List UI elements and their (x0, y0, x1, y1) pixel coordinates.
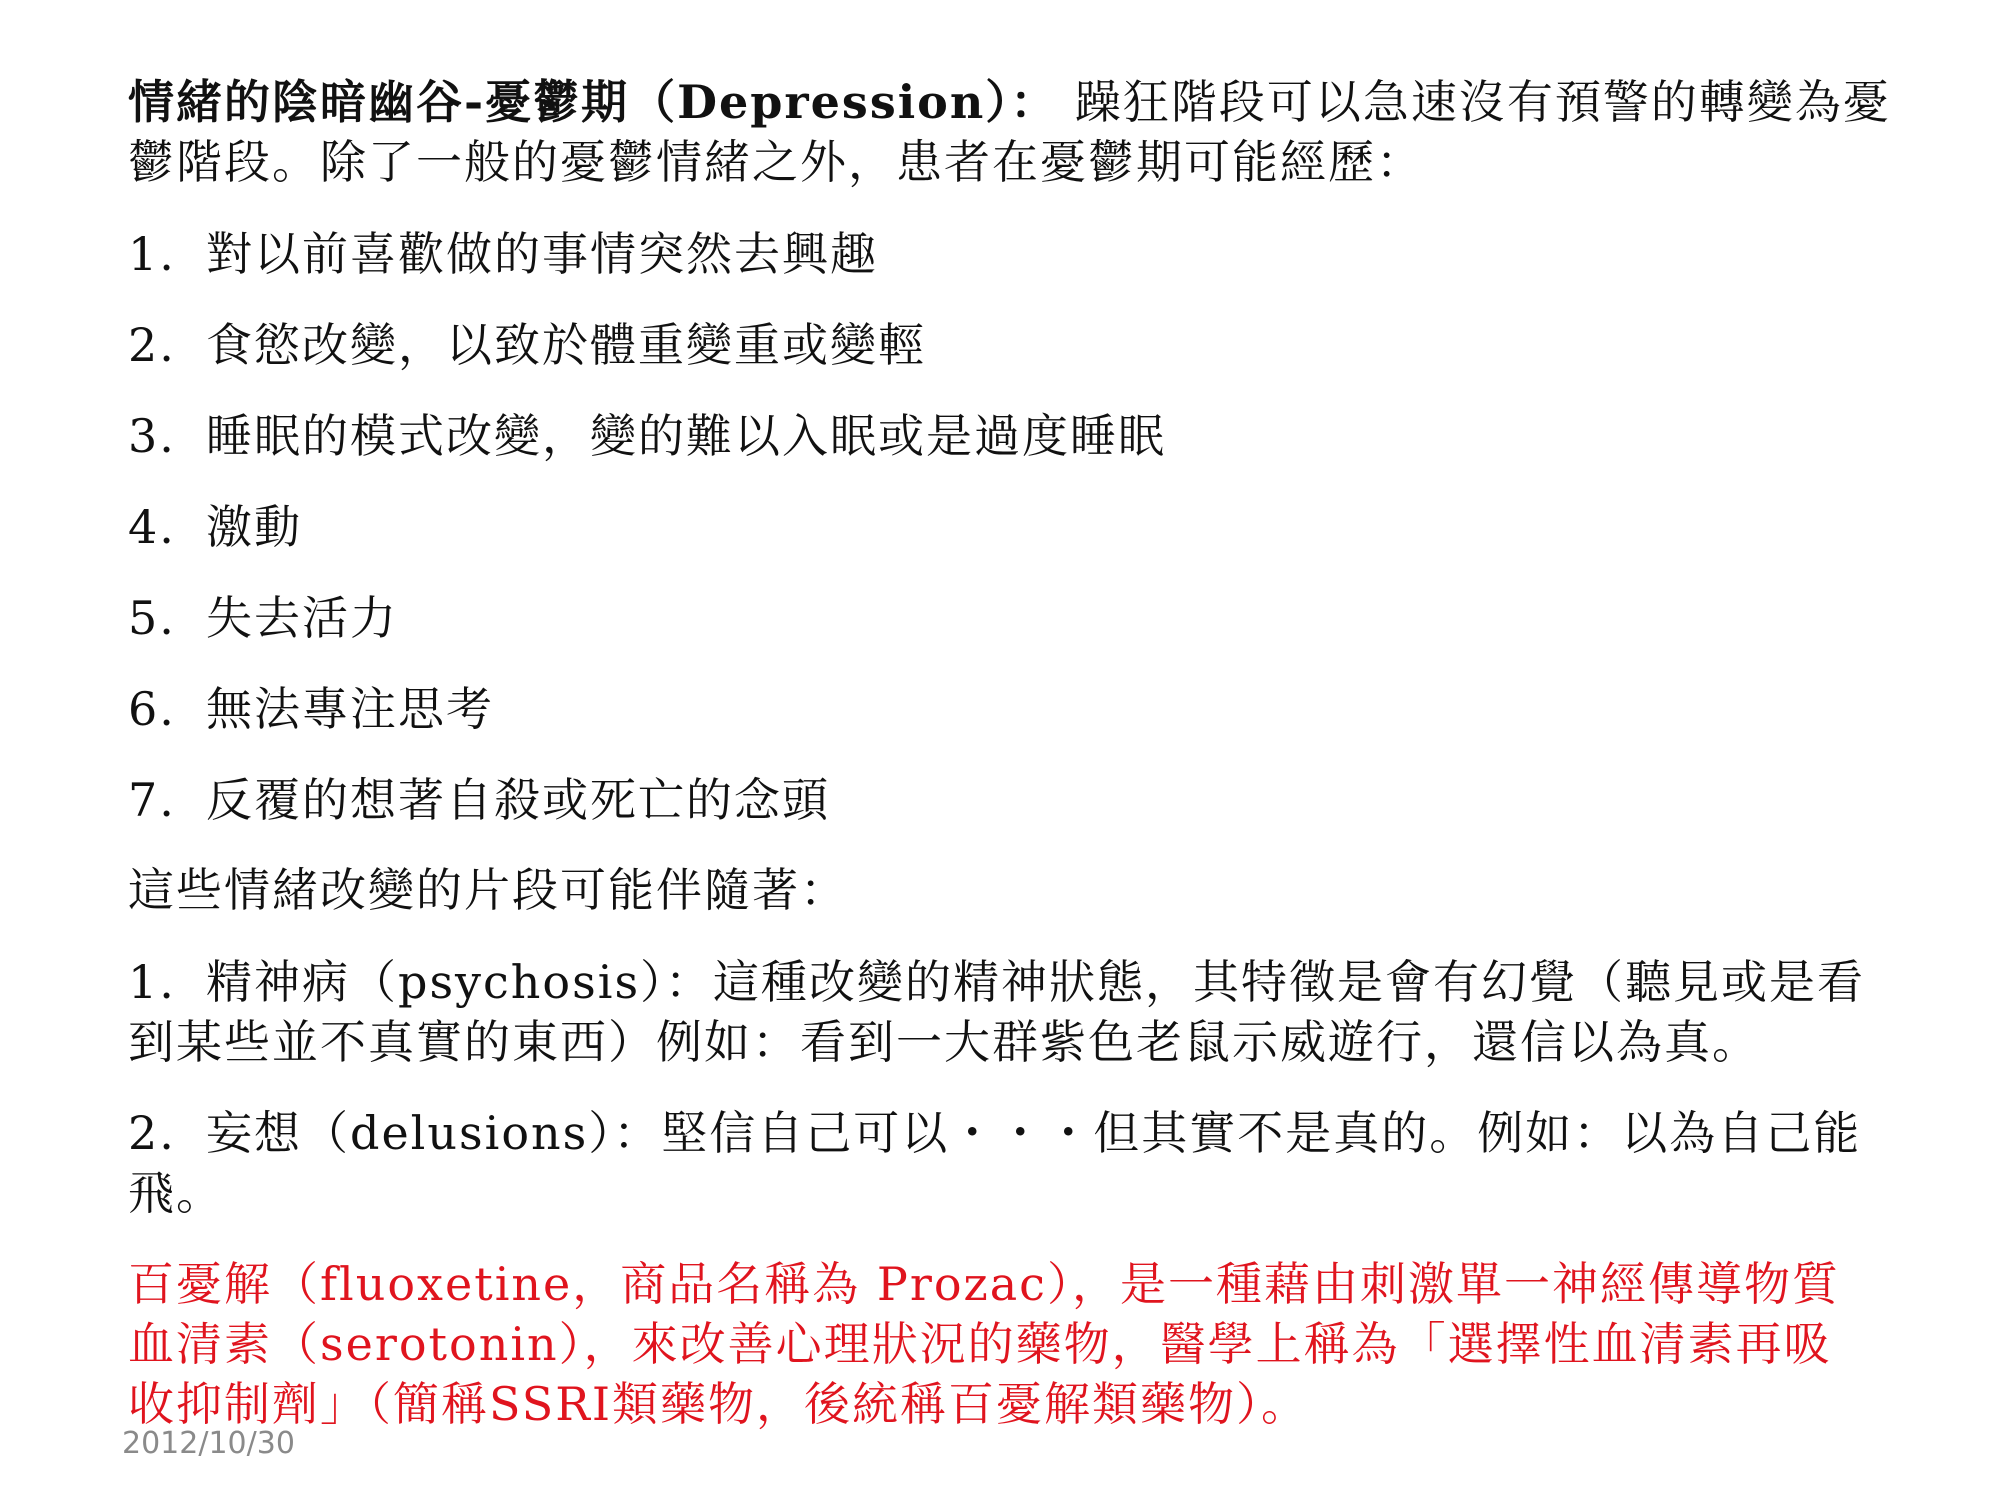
symptom-text: 睡眠的模式改變，變的難以入眠或是過度睡眠 (206, 409, 1166, 463)
accompany-text: 精神病（psychosis）：這種改變的精神狀態，其特徵是會有幻覺（聽見或是看 (206, 955, 1866, 1009)
symptom-number: 1. (128, 227, 176, 281)
intro-paragraph (128, 72, 1948, 192)
symptom-item (128, 224, 1948, 284)
symptom-item (128, 679, 1948, 739)
accompany-item-line-1 (128, 1103, 1948, 1163)
symptom-text: 食慾改變，以致於體重變重或變輕 (206, 318, 926, 372)
symptom-text: 對以前喜歡做的事情突然去興趣 (206, 227, 878, 281)
intro-line-2: 鬱階段。除了一般的憂鬱情緒之外，患者在憂鬱期可能經歷： (128, 135, 1424, 189)
accompany-heading: 這些情緒改變的片段可能伴隨著： (128, 863, 848, 917)
symptom-item (128, 770, 1948, 830)
symptom-text: 失去活力 (206, 591, 398, 645)
prozac-note-line-3: 收抑制劑」（簡稱SSRI類藥物，後統稱百憂解類藥物）。 (128, 1377, 1310, 1431)
accompany-item-line-1 (128, 952, 1948, 1012)
symptom-text: 無法專注思考 (206, 682, 494, 736)
accompany-number: 2. (128, 1106, 176, 1160)
symptom-number: 2. (128, 318, 176, 372)
accompany-item-line-2: 飛。 (128, 1166, 224, 1220)
symptom-number: 4. (128, 500, 176, 554)
section-title: 情緒的陰暗幽谷-憂鬱期（Depression）： (128, 75, 1059, 129)
symptom-number: 6. (128, 682, 176, 736)
prozac-note-line-2: 血清素（serotonin），來改善心理狀況的藥物，醫學上稱為「選擇性血清素再吸 (128, 1317, 1832, 1371)
accompany-item-line-2: 到某些並不真實的東西）例如：看到一大群紫色老鼠示威遊行，還信以為真。 (128, 1015, 1760, 1069)
accompany-number: 1. (128, 955, 176, 1009)
accompany-item-delusions (128, 1103, 1948, 1223)
intro-text-1: 躁狂階段可以急速沒有預警的轉變為憂 (1058, 75, 1891, 129)
intro-line-1 (128, 72, 1948, 132)
footer-date: 2012/10/30 (122, 1426, 295, 1461)
symptom-text: 激動 (206, 500, 302, 554)
accompany-item-psychosis (128, 952, 1948, 1072)
symptom-number: 7. (128, 773, 176, 827)
symptom-number: 5. (128, 591, 176, 645)
prozac-note-line-1: 百憂解（fluoxetine，商品名稱為 Prozac），是一種藉由刺激單一神經傳導物質 (128, 1257, 1840, 1311)
symptom-number: 3. (128, 409, 176, 463)
symptom-item (128, 588, 1948, 648)
symptom-item (128, 497, 1948, 557)
prozac-note (128, 1254, 1948, 1434)
accompany-text: 妄想（delusions）：堅信自己可以・・・但其實不是真的。例如：以為自己能 (206, 1106, 1862, 1160)
symptom-text: 反覆的想著自殺或死亡的念頭 (206, 773, 830, 827)
symptom-item (128, 315, 1948, 375)
symptom-item (128, 406, 1948, 466)
